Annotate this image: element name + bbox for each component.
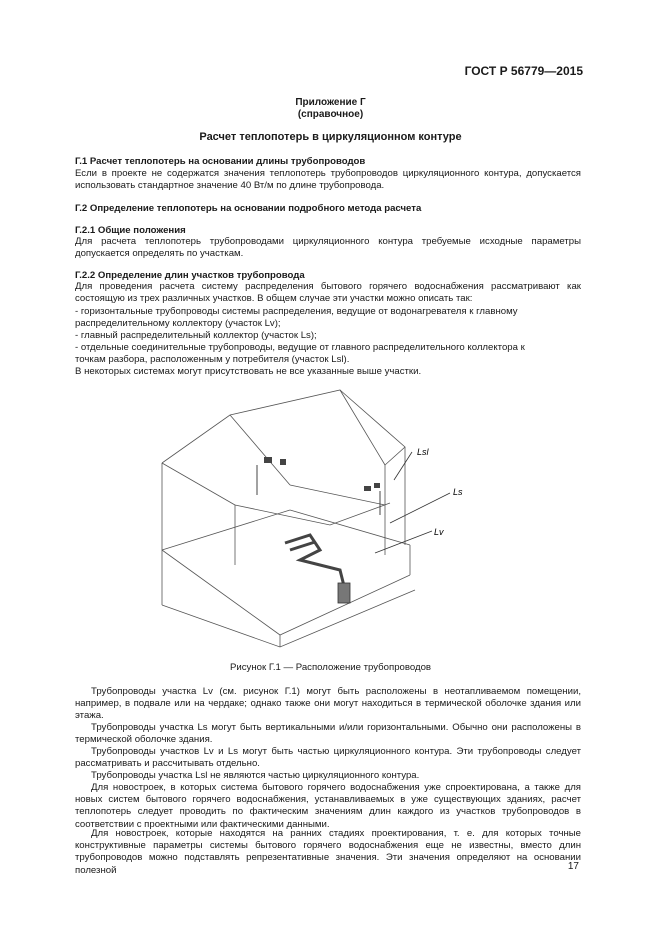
g2-heading: Г.2 Определение теплопотерь на основании подробного метода расчета xyxy=(75,203,422,214)
body-paragraph-4: Трубопроводы участка Lsl не являются частью циркуляционного контура. xyxy=(91,770,420,781)
page-number: 17 xyxy=(567,861,579,872)
body-paragraph-5: Для новостроек, в которых система бытового горячего водоснабжения уже спроектирована, а также для новых систем бытового горячего водоснабжения, устанавливаемых в уже существующих зданиях, расчет теплопотерь следует проводить по фактическим значениям длин каждого из участков трубопроводов в соответствии с проектными или фактическими данными. xyxy=(75,782,581,830)
g1-text xyxy=(75,168,581,192)
annex-title: Приложение Г xyxy=(295,97,366,108)
body-paragraph-3: Трубопроводы участков Lv и Ls могут быть частью циркуляционного контура. Эти трубопроводы следует рассматривать и рассчитывать отдельно. xyxy=(75,746,581,770)
g22-paragraph-2: В некоторых системах могут присутствовать не все указанные выше участки. xyxy=(75,366,422,377)
section-title: Расчет теплопотерь в циркуляционном контуре xyxy=(199,131,462,143)
body-paragraph-2: Трубопроводы участка Ls могут быть вертикальными и/или горизонтальными. Обычно они расположены в термической оболочке здания. xyxy=(75,722,581,746)
g22-paragraph-1: Для проведения расчета систему распределения бытового горячего водоснабжения рассматривают как состоящую из трех различных участков. В общем случае эти участки можно описать так: xyxy=(75,281,581,305)
g22-item-3b: точкам разбора, расположенным у потребителя (участок Lsl). xyxy=(75,354,350,365)
pipe-layout-figure xyxy=(150,385,480,650)
label-lsl: Lsl xyxy=(417,447,429,457)
standard-number: ГОСТ Р 56779—2015 xyxy=(464,64,583,78)
g21-text: Для расчета теплопотерь трубопроводами циркуляционного контура требуемые исходные параметры допускается определять по участкам. xyxy=(75,236,581,260)
g21-heading: Г.2.1 Общие положения xyxy=(75,225,186,236)
g22-item-2: - главный распределительный коллектор (участок Ls); xyxy=(75,330,317,341)
g1-text-content: Если в проекте не содержатся значения теплопотерь трубопроводов циркуляционного контура, допускается использовать стандартное значение 40 Вт/м по длине трубопровода. xyxy=(75,168,581,192)
label-lv: Lv xyxy=(434,527,444,537)
g22-item-1b: распределительному коллектору (участок Lv); xyxy=(75,318,281,329)
g22-item-1a: - горизонтальные трубопроводы системы распределения, ведущие от водонагревателя к главному xyxy=(75,306,518,317)
g1-heading: Г.1 Расчет теплопотерь на основании длины трубопроводов xyxy=(75,156,366,167)
annex-kind: (справочное) xyxy=(297,109,364,120)
label-ls: Ls xyxy=(453,487,463,497)
body-paragraph-1: Трубопроводы участка Lv (см. рисунок Г.1) могут быть расположены в неотапливаемом помещении, например, в подвале или на чердаке; однако также они могут находиться в термической оболочке здания или этажа. xyxy=(75,686,581,722)
figure-caption: Рисунок Г.1 — Расположение трубопроводов xyxy=(229,662,432,673)
g22-heading: Г.2.2 Определение длин участков трубопровода xyxy=(75,270,305,281)
body-paragraph-6: Для новостроек, которые находятся на ранних стадиях проектирования, т. е. для которых точные конструктивные параметры системы бытового горячего водоснабжения еще не известны, вместо длин трубопроводов можно подставлять репрезентативные значения. Эти значения определяют на основании полезной xyxy=(75,828,581,876)
g22-item-3a: - отдельные соединительные трубопроводы, ведущие от главного распределительного коллектора к xyxy=(75,342,525,353)
